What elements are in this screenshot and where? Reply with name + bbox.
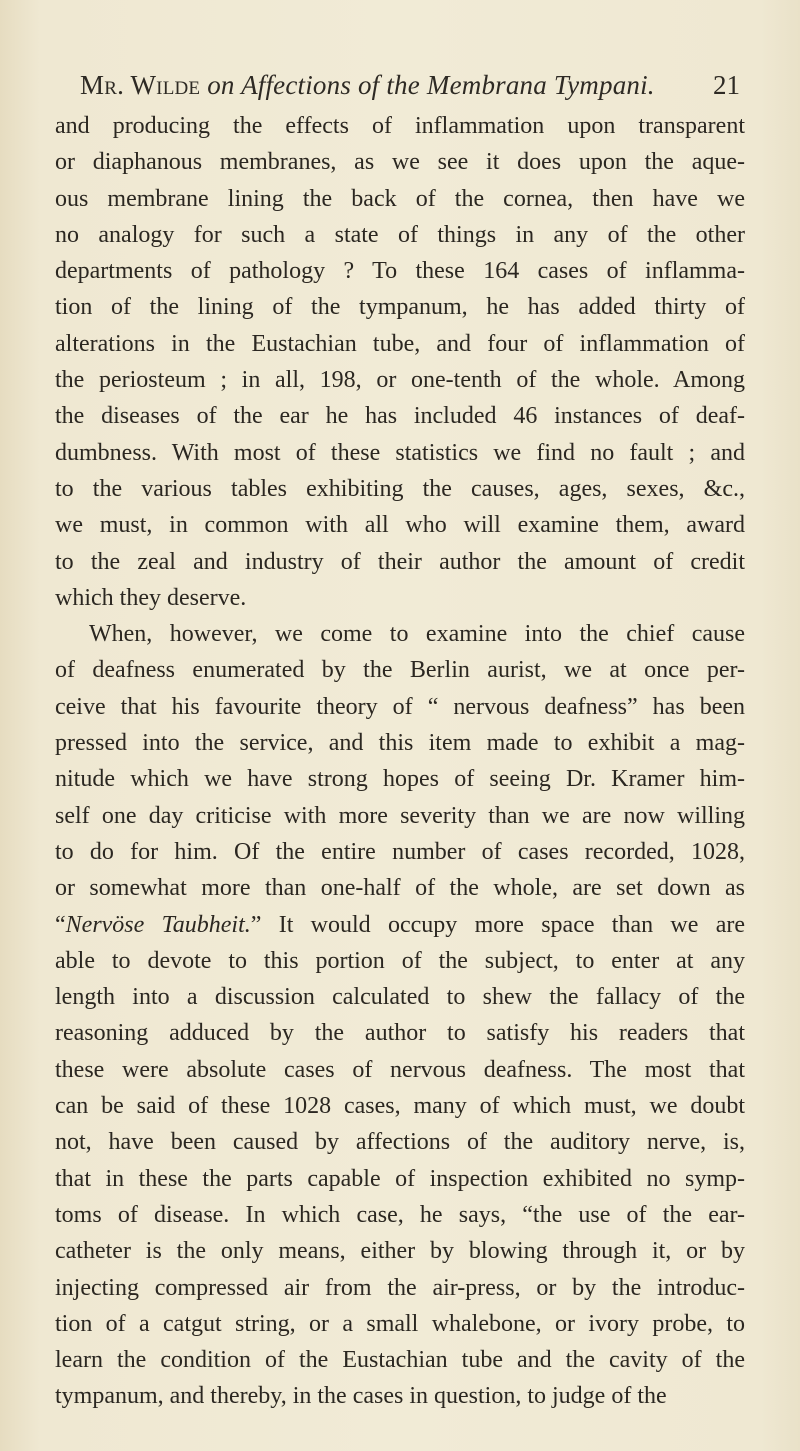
text-line: not, have been caused by affections of the auditory nerve, is, xyxy=(55,1129,745,1156)
text-line: reasoning adduced by the author to satisfy his readers that xyxy=(55,1020,745,1047)
text-line: toms of disease. In which case, he says, “the use of the ear- xyxy=(55,1201,745,1228)
text-line: these were absolute cases of nervous deafness. The most that xyxy=(55,1056,745,1083)
text-line: dumbness. With most of these statistics we find no fault ; and xyxy=(55,439,745,466)
text-line: no analogy for such a state of things in any of the other xyxy=(55,221,745,248)
text-line: of deafness enumerated by the Berlin aurist, we at once per- xyxy=(55,657,745,684)
text-line: to do for him. Of the entire number of cases recorded, 1028, xyxy=(55,838,745,865)
text-line: we must, in common with all who will examine them, award xyxy=(55,512,745,539)
text-line: self one day criticise with more severity than we are now willing xyxy=(55,802,745,829)
text-line: When, however, we come to examine into the chief cause xyxy=(89,621,745,648)
text-line: nitude which we have strong hopes of seeing Dr. Kramer him- xyxy=(55,766,745,793)
text-line: that in these the parts capable of inspection exhibited no symp- xyxy=(55,1165,745,1192)
text-line: tion of the lining of the tympanum, he has added thirty of xyxy=(55,294,745,321)
text-line: or diaphanous membranes, as we see it does upon the aque- xyxy=(55,149,745,176)
text-line: which they deserve. xyxy=(55,584,247,611)
running-head-title: Affections of the Membrana Tympani. xyxy=(241,70,655,100)
text-line: able to devote to this portion of the subject, to enter at any xyxy=(55,947,745,974)
text-line: ous membrane lining the back of the cornea, then have we xyxy=(55,185,745,212)
text-line: pressed into the service, and this item made to exhibit a mag- xyxy=(55,730,745,757)
text-line: can be said of these 1028 cases, many of which must, we doubt xyxy=(55,1093,745,1120)
text-line: departments of pathology ? To these 164 cases of inflamma- xyxy=(55,258,745,285)
running-head-author: Mr. Wilde xyxy=(80,70,201,100)
text-line: length into a discussion calculated to shew the fallacy of the xyxy=(55,984,745,1011)
text-line: tion of a catgut string, or a small whalebone, or ivory probe, to xyxy=(55,1310,745,1337)
text-line: the periosteum ; in all, 198, or one-tenth of the whole. Among xyxy=(55,367,745,394)
text-line: or somewhat more than one-half of the whole, are set down as xyxy=(55,875,745,902)
text-line: learn the condition of the Eustachian tube and the cavity of the xyxy=(55,1347,745,1374)
text-line: and producing the effects of inflammation upon transparent xyxy=(55,113,745,139)
text-line: the diseases of the ear he has included 46 instances of deaf- xyxy=(55,403,745,430)
text-line: ceive that his favourite theory of “ nervous deafness” has been xyxy=(55,693,745,720)
text-line: to the zeal and industry of their author the amount of credit xyxy=(55,548,745,575)
body-text xyxy=(55,108,745,1415)
page-header xyxy=(80,70,740,110)
text-line: tympanum, and thereby, in the cases in question, to judge of the xyxy=(55,1383,667,1410)
italic-phrase: Nervöse Taubheit. xyxy=(65,911,251,938)
text-line: to the various tables exhibiting the causes, ages, sexes, &c., xyxy=(55,475,745,502)
page-number: 21 xyxy=(713,70,740,100)
text-line: catheter is the only means, either by blowing through it, or by xyxy=(55,1238,745,1265)
running-head-connector: on xyxy=(200,70,242,100)
running-head xyxy=(80,70,655,101)
text-line: “Nervöse Taubheit.” It would occupy more space than we are xyxy=(55,911,746,938)
text-line: injecting compressed air from the air-press, or by the introduc- xyxy=(55,1274,745,1301)
text-line: alterations in the Eustachian tube, and four of inflammation of xyxy=(55,330,745,357)
